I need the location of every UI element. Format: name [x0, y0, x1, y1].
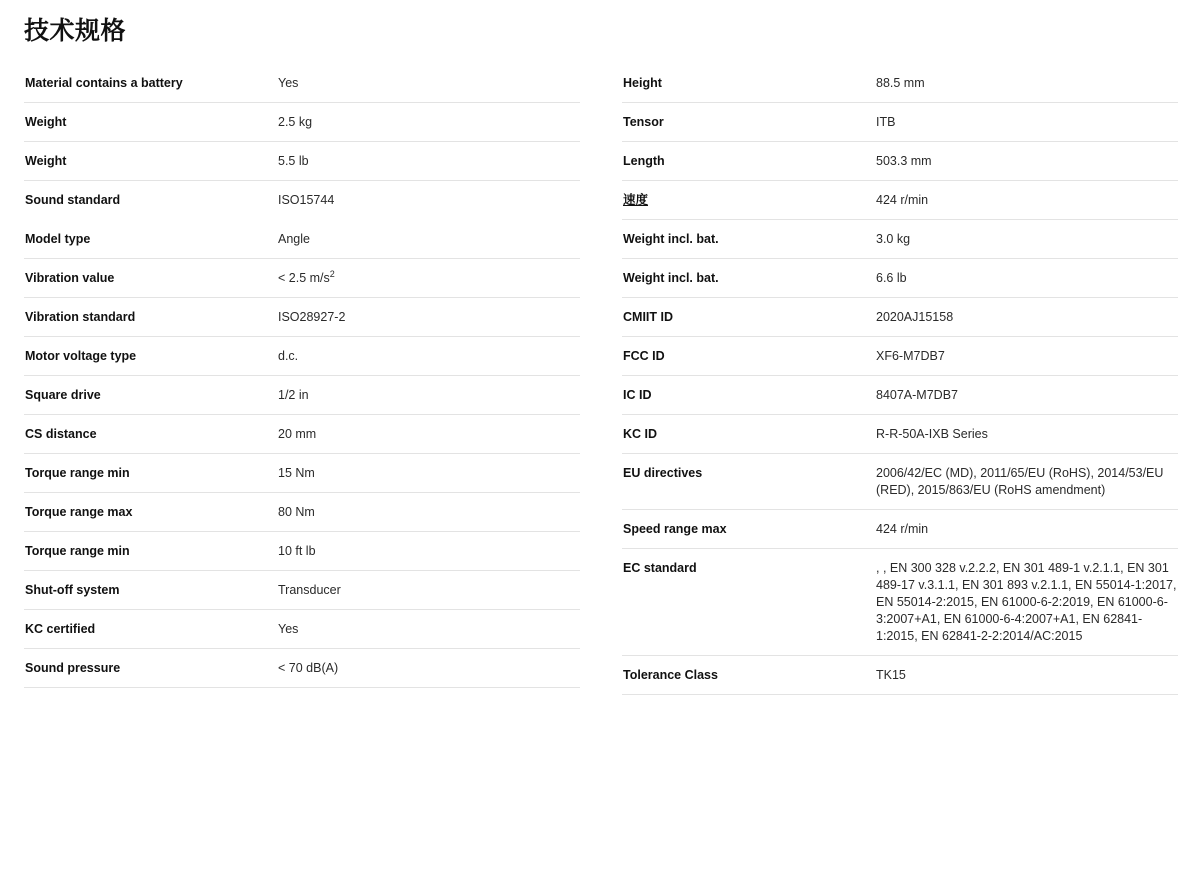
spec-value: 2.5 kg — [278, 115, 313, 129]
spec-row — [622, 103, 1178, 142]
spec-value: 15 Nm — [278, 466, 315, 480]
spec-value: XF6-M7DB7 — [876, 349, 945, 363]
specifications-page — [0, 14, 1202, 876]
spec-label: Tensor — [623, 115, 664, 129]
spec-value-base: < 2.5 m/s — [278, 271, 330, 285]
spec-label: Sound pressure — [25, 661, 121, 675]
spec-label: Sound standard — [25, 193, 121, 207]
spec-label: KC certified — [25, 622, 96, 636]
spec-row — [24, 298, 580, 337]
spec-label: EU directives — [623, 466, 703, 480]
spec-value: 5.5 lb — [278, 154, 309, 168]
specs-columns — [24, 64, 1178, 695]
spec-row — [24, 64, 580, 103]
spec-row — [622, 549, 1178, 656]
spec-value: ITB — [876, 115, 896, 129]
spec-value: 503.3 mm — [876, 154, 932, 168]
spec-value: < 70 dB(A) — [278, 661, 339, 675]
spec-value: 6.6 lb — [876, 271, 907, 285]
spec-row — [622, 142, 1178, 181]
spec-value: ISO15744 — [278, 193, 335, 207]
spec-value: , , EN 300 328 v.2.2.2, EN 301 489-1 v.2.1.1, EN 301 489-17 v.3.1.1, EN 301 893 v.2.1.1, EN 55014-1:2017, EN 55014-2:2015, EN 61000-6-2:2019, EN 61000-6-3:2007+A1, EN 61000-6-4:2007+A1, EN 62841-1:2015, EN 62841-2-2:2014/AC:2015 — [876, 561, 1177, 643]
spec-row — [622, 181, 1178, 220]
spec-value: d.c. — [278, 349, 299, 363]
spec-label: FCC ID — [623, 349, 665, 363]
spec-label: Weight incl. bat. — [623, 271, 719, 285]
spec-row — [24, 415, 580, 454]
spec-label: EC standard — [623, 561, 697, 575]
spec-row — [24, 337, 580, 376]
spec-label: Motor voltage type — [25, 349, 137, 363]
spec-row — [24, 571, 580, 610]
spec-value: Yes — [278, 76, 299, 90]
spec-label: Square drive — [25, 388, 101, 402]
spec-value: 8407A-M7DB7 — [876, 388, 958, 402]
spec-value: 80 Nm — [278, 505, 315, 519]
spec-value: 3.0 kg — [876, 232, 911, 246]
spec-row — [622, 337, 1178, 376]
specs-column-right — [601, 64, 1178, 695]
spec-value: 88.5 mm — [876, 76, 925, 90]
spec-value: 10 ft lb — [278, 544, 316, 558]
spec-row — [24, 181, 580, 220]
spec-row — [622, 656, 1178, 695]
spec-label: CMIIT ID — [623, 310, 673, 324]
spec-value: Transducer — [278, 583, 341, 597]
spec-value-superscript: 2 — [329, 268, 335, 279]
spec-value: TK15 — [876, 668, 906, 682]
spec-label: 速度 — [623, 193, 649, 207]
spec-value: 1/2 in — [278, 388, 309, 402]
spec-value: Yes — [278, 622, 299, 636]
spec-value — [278, 270, 580, 287]
spec-row — [622, 510, 1178, 549]
spec-label: Height — [623, 76, 662, 90]
spec-label: KC ID — [623, 427, 658, 441]
spec-row — [622, 220, 1178, 259]
spec-row — [622, 259, 1178, 298]
spec-label: Shut-off system — [25, 583, 120, 597]
spec-label: Length — [623, 154, 665, 168]
spec-label: IC ID — [623, 388, 652, 402]
spec-row — [24, 649, 580, 688]
spec-row — [622, 376, 1178, 415]
spec-label: Torque range min — [25, 544, 130, 558]
spec-label: Model type — [25, 232, 91, 246]
spec-value: ISO28927-2 — [278, 310, 346, 324]
spec-label: Vibration value — [25, 271, 115, 285]
spec-label: Weight — [25, 115, 67, 129]
spec-row — [24, 610, 580, 649]
spec-row — [24, 142, 580, 181]
spec-value: 424 r/min — [876, 193, 929, 207]
spec-value: 424 r/min — [876, 522, 929, 536]
spec-label: Torque range min — [25, 466, 130, 480]
spec-value: 20 mm — [278, 427, 317, 441]
spec-label: Vibration standard — [25, 310, 136, 324]
spec-value: Angle — [278, 232, 310, 246]
spec-row — [24, 220, 580, 259]
spec-row — [24, 103, 580, 142]
spec-row — [622, 415, 1178, 454]
spec-row — [622, 454, 1178, 510]
spec-row — [24, 259, 580, 298]
spec-label: CS distance — [25, 427, 97, 441]
spec-label: Torque range max — [25, 505, 133, 519]
spec-label: Material contains a battery — [25, 76, 183, 90]
page-title: 技术规格 — [24, 17, 127, 45]
spec-row — [622, 64, 1178, 103]
spec-row — [24, 493, 580, 532]
spec-label: Weight incl. bat. — [623, 232, 719, 246]
spec-value: R-R-50A-IXB Series — [876, 427, 988, 441]
spec-row — [24, 376, 580, 415]
spec-value: 2006/42/EC (MD), 2011/65/EU (RoHS), 2014/53/EU (RED), 2015/863/EU (RoHS amendment) — [876, 466, 1164, 497]
spec-row — [24, 532, 580, 571]
spec-row — [622, 298, 1178, 337]
spec-label: Speed range max — [623, 522, 727, 536]
specs-column-left — [24, 64, 601, 695]
spec-row — [24, 454, 580, 493]
spec-label: Tolerance Class — [623, 668, 718, 682]
spec-value: 2020AJ15158 — [876, 310, 954, 324]
spec-label: Weight — [25, 154, 67, 168]
